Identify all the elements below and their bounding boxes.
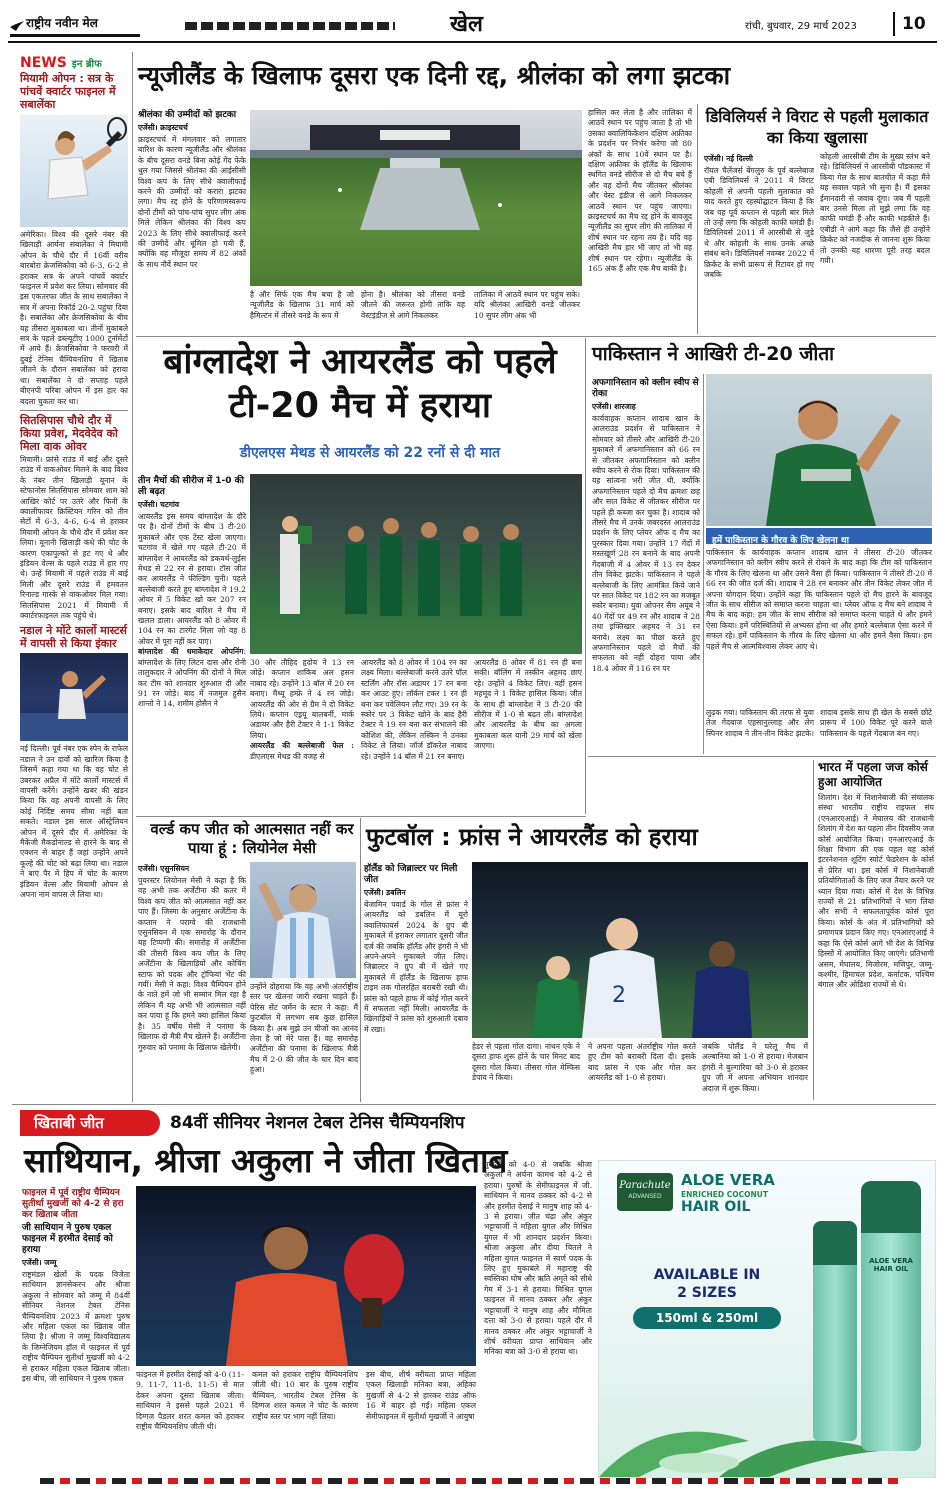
tt-headline: साथियान, श्रीजा अकुला ने जीता खिताब bbox=[24, 1141, 508, 1180]
news-brief-label bbox=[20, 52, 128, 72]
bangladesh-col2b: डीएलएस मेथड की वजह से bbox=[250, 751, 325, 761]
lead-right-rule bbox=[697, 104, 698, 334]
brief-1-body: अमेरिका। विश्व की दूसरे नंबर की खिलाड़ी आर्यना सबालेंका ने मियामी ओपन के चौथे दौर में 16वीं वरीय बारबोरा क्रेजसिकोवा को 6-3, 6-2 से हराकर सत्र के अपने पांचवें क्वार्टर फाइनल में प्रवेश कर लिया। सोमवार की इस एकतरफा जीत के साथ सबालेंका ने सत्र में अपना रिकॉर्ड 20-2 पहुंचा दिया है। सबालेंका और क्रेजसिकोवा के बीच यह तीसरा मुकाबला था। तीनों मुकाबले सत्र के पहले डब्ल्यूटीए 1000 टूर्नामेंटों में आये हैं। क्रेजसिकोवा ने फरवरी में दुबई टेनिस चैम्पियनशिप में खिताब जीतने के दौरान सबालेंका को हराया था। सबालेंका ने दो सप्ताह पहले बीएनपी परिबा ओपन में इस हार का बदला चुकता कर था। bbox=[20, 230, 128, 406]
paper-name: राष्ट्रीय नवीन मेल bbox=[26, 16, 98, 30]
tt-tag bbox=[20, 1110, 160, 1136]
pakistan-headline: पाकिस्तान ने आखिरी टी-20 जीता bbox=[592, 343, 835, 365]
bangladesh-kicker: तीन मैचों की सीरीज में 1-0 की ली बढ़त bbox=[138, 476, 244, 497]
pakistan-tail1-text: लुढ़क गया। पाकिस्तान की तरफ से युवा तेज गेंदबाज एहसानुल्लाह और लेग स्पिनर शादाब ने तीन-तीन विकेट झटके। bbox=[706, 708, 815, 738]
bangladesh-col3 bbox=[361, 658, 467, 814]
bangladesh-col2-sub bbox=[250, 741, 354, 762]
football-col1-text: बेंजामिन पवार्ड के गोल से फ्रांस ने आयरलैंड को डबलिन में यूरो क्वालिफायर्स 2024 के ग्रुप बी मुकाबले में हराकर लगातार दूसरी जीत दर्ज की जबकि हॉलैंड और हंगरी ने भी अपने-अपने मुकाबले जीत लिए। जिब्राल्टर ने ग्रुप बी में खेले गए मुकाबले में हॉलैंड के खिलाफ हाफ टाइम तक गोलरहित बराबरी रखी थी। फ्रांस को पहले हाफ में कोई गोल करने में सफलता नहीं मिली। आयरलैंड के खिलाड़ियों ने फ्रांस को शुरुआती दबाव में रखा। bbox=[364, 900, 468, 1034]
tt-col4-text: इस बीच, शीर्ष वरीयता प्राप्त महिला एकल खिलाड़ी मनिका बत्रा, अहिका मुखर्जी से 4-2 से हारकर राउंड ऑफ 16 में बाहर हो गईं। महिला एकल सेमीफाइनल में सुतीर्था मुखर्जी ने आयुषा bbox=[366, 1370, 476, 1421]
masthead-rule bbox=[8, 41, 937, 43]
brief-1-title: मियामी ओपन : सत्र के पांचवें क्वार्टर फाइनल में सबालेंका bbox=[20, 72, 116, 111]
football-byline: एजेंसी। डबलिन bbox=[364, 888, 406, 897]
pakistan-byline: एजेंसी। शारजाह bbox=[592, 402, 636, 411]
football-col4-text: जबकि पोलैंड ने घरेलू मैच में अल्बानिया को 1-0 से हराया। मेजबान हंगरी ने बुल्गारिया को 3-0 से हराकर ग्रुप जी में अपना अभियान शानदार अंदाज में शुरू किया। bbox=[702, 1042, 808, 1093]
ad-bottle-text2: HAIR OIL bbox=[873, 1265, 909, 1273]
brief-2-body: मियामी। फ्रांसे राउंड में बाई और दूसरे राउंड में वाकओवर मिलने के बाद विश्व के नंबर तीन खिलाड़ी यूनान के स्टेफानोस सितसिपास सोमवार शाम को आखिर कोर्ट पर उतरे और फिनी के क्वालीफायर क्रिस्टियन गरिन को तीन सेटों में 6-3, 4-6, 6-4 से हराकर मियामी ओपन के चौथे दौर में प्रवेश कर लिया। यूनानी खिलाड़ी कंधे की चोट के कारण एकापुल्को से हट गए थे और इंडियन वेल्स के पहले राउंड में हार गए थे। उन्हें मियामी में पहले राउंड में बाई मिली और दूसरे राउंड में हमवतन रिनाल्ड गास्के से वाकओवर मिल गया। सितसिपास 2021 में मियामी में क्वार्टरफाइनल तक पहुंचे थे। bbox=[20, 454, 128, 620]
sathiyan-photo bbox=[136, 1186, 476, 1366]
middle-rule bbox=[585, 338, 586, 814]
lead-col4 bbox=[474, 290, 580, 332]
pakistan-kicker: अफगानिस्तान को क्लीन स्वीप से रोका bbox=[592, 378, 699, 399]
bangladesh-col2-text: 30 और तौहिद हृदोय ने 13 रन जोड़े। कप्तान शाकिब अल हसन नाबाद रहे। उन्होंने 13 बॉल में 20 रन बनाए। मैथ्यू हम्फ्रे ने 4 रन जोड़े। आयरलैंड की ओर से ग्रैम ने दो विकेट लिये। कप्तान एंड्रयू बालबर्नी, मार्क अडायर और हैरी टेक्टर ने 1-1 विकेट लिया। bbox=[250, 658, 354, 740]
lead-col3 bbox=[361, 290, 465, 332]
tt-col3 bbox=[252, 1370, 358, 1476]
football-headline bbox=[366, 822, 806, 852]
course-body: शिलांग। देश में निशानेबाजी की संचालक संस्था भारतीय राष्ट्रीय राइफल संघ (एनआरएआई) ने मेघालय की राजधानी शिलांग में देश का पहला तीन दिवसीय जज कोर्स आयोजित किया। एनआरएआई के शिक्षा विभाग की एक पहल यह कोर्स इंटरनेशनल शूटिंग स्पोर्ट फेडरेशन के कोर्स से प्रेरित था। इस कोर्स में निशानेबाजी प्रतियोगिताओं के लिए जज तैयार करने पर ध्यान दिया गया। कोर्स में देश के विभिन्न राज्यों से 21 प्रतिभागियों ने भाग लिया और सभी ने सफलतापूर्वक कोर्स पूरा किया। कोर्स के अंत में प्रतिभागियों को प्रमाणपत्र प्रदान किए गए। एनआरएआई ने कहा कि ऐसे कोर्स आगे भी देश के विभिन्न हिस्सों में आयोजित किए जाएंगे। प्रतिभागी असम, मेघालय, मिजोरम, मणिपुर, जम्मू-कश्मीर, हिमाचल प्रदेश, कर्नाटक, पश्चिम बंगाल और ओडिशा राज्यों से थे। bbox=[818, 793, 934, 990]
tt-col3-text: कमल को हराकर राष्ट्रीय चैम्पियनशिप जीती थी। 10 बार के पुरुष राष्ट्रीय चैम्पियन, भारतीय टेबल टेनिस के दिग्गज शरत कमल ने चोट के कारण राष्ट्रीय स्तर पर भाग नहीं लिया। bbox=[252, 1370, 358, 1421]
football-col2 bbox=[472, 1042, 580, 1102]
footer-reg-marks bbox=[40, 1478, 900, 1484]
page-number-divider bbox=[893, 12, 895, 36]
messi-col2 bbox=[250, 982, 358, 1102]
ad-brand: Parachute bbox=[619, 1180, 671, 1191]
bangladesh-col4-text: आयरलैंड 8 ओवर में 81 रन ही बना सकी। बॉलिंग में तस्कीन अहमद छाए रहे। उन्होंने 4 विकेट लिए। वहीं हसन महमूद ने 1 विकेट हासिल किया। जीत के साथ ही बांग्लादेश ने 3 टी-20 की सीरीज में 1-0 से बढ़त ली। बांग्लादेश और आयरलैंड के बीच का अगला मुकाबला कल यानी 29 मार्च को खेला जाएगा। bbox=[474, 658, 582, 751]
tt-col1 bbox=[22, 1186, 130, 1476]
row1-rule bbox=[136, 336, 936, 337]
bangladesh-sub2: आयरलैंड की बल्लेबाजी फेल : bbox=[250, 741, 354, 751]
tt-col1-text: राष्ट्रमंडल खेलों के पदक विजेता साथियान ज्ञानसेकरन और श्रीजा अकुला ने सोमवार को जम्मू में 84वीं सीनियर नेशनल टेबल टेनिस चैम्पियनशिप 2023 में क्रमशः पुरुष और महिला एकल का खिताब जीत लिया है। श्रीजा ने जम्मू विश्वविद्यालय के जिम्नेजियम हॉल में फाइनल में पूर्व राष्ट्रीय चैम्पियन सुतीर्था मुखर्जी को 4-2 से हराकर महिला एकल खिताब जीता। इस बीच, जी साथियान ने पुरुष एकल bbox=[22, 1270, 130, 1384]
bangladesh-col2 bbox=[250, 658, 354, 814]
tt-event: 84वीं सीनियर नेशनल टेबल टेनिस चैम्पियनशिप bbox=[170, 1113, 465, 1133]
lead-byline: एजेंसी। क्राइस्टचर्च bbox=[138, 123, 188, 132]
pakistan-col1 bbox=[592, 376, 700, 673]
football-kicker: हॉलैंड को जिब्राल्टर पर मिली जीत bbox=[364, 864, 458, 885]
messi-byline: एजेंसी। एसुनसियन bbox=[138, 864, 190, 873]
tt-kicker1: फाइनल में पूर्व राष्ट्रीय चैम्पियन सुतीर्था मुखर्जी को 4-2 से हरा कर खिताब जीता bbox=[22, 1188, 124, 1220]
shadab-photo bbox=[706, 374, 932, 526]
pakistan-tail1 bbox=[706, 708, 814, 752]
messi-col1 bbox=[138, 862, 246, 1102]
reg-marks bbox=[185, 22, 395, 30]
messi-top-rule bbox=[136, 816, 586, 817]
ad-bottle-text1: ALOE VERA bbox=[869, 1257, 913, 1265]
left-column-rule bbox=[132, 52, 133, 1102]
paper-underline bbox=[10, 34, 140, 37]
pakistan-bottom-rule bbox=[588, 756, 936, 757]
svg-text:2: 2 bbox=[612, 983, 626, 1008]
tt-col2-text: फाइनल में हरमीत देसाई को 4-0 (11-9, 11-7, 11-8, 11-5) से मात देकर अपना दूसरा खिताब जीता। साथियान ने इससे पहले 2021 में दिग्गज पैडलर शरत कमल को हराकर राष्ट्रीय चैम्पियनशिप जीती थी। bbox=[136, 1370, 244, 1432]
messi-col2-text: उन्होंने दोहराया कि वह अभी अंतर्राष्ट्रीय स्तर पर खेलना जारी रखना चाहते हैं। पेरिस सेंट जर्मेन के स्टार ने कहा: मैं फुटबॉल में लगभग सब कुछ हासिल किया है। अब मुझे उन चीजों का आनंद लेना है जो मेरे पास हैं। वह समारोह अर्जेंटीना की पनामा के खिलाफ मैत्री मैच में 2-0 की जीत के चार दिन बाद हुआ। bbox=[250, 982, 358, 1075]
sabalenka-photo bbox=[20, 115, 128, 227]
rain-stadium-photo bbox=[250, 110, 582, 286]
devilliers-byline: एजेंसी। नई दिल्ली bbox=[704, 154, 753, 163]
lead-col2-text: है और सिर्फ एक मैच बचा है जो न्यूजीलैंड के खिलाफ 31 मार्च को हैमिल्टन में तीसरे वनडे के रूप में bbox=[250, 290, 354, 320]
messi-col1-text: पुयरस्टर लियोनल मेसी ने कहा है कि वह अभी तक अर्जेंटीना की कतर में विश्व कप जीत को आत्मसात नहीं कर पाए हैं। जिस्मा के अनुसार अर्जेंटीना के कप्तान ने पराग्वे की राजधानी एसुनसियन में एक समारोह के दौरान यह टिप्पणी की। समारोह में अर्जेंटीना की तीसरी विश्व कप जीत के लिए अर्जेंटीना के खिलाड़ियों और कोचिंग स्टाफ को पदक और ट्रॉफियां भेंट की गयीं। मेसी ने कहा: विश्व चैम्पियन होने के नाते हमें जो भी सम्मान मिल रहा है लेकिन मैं यह अभी भी आत्मसात नहीं कर पाया हूं कि हमने क्या हासिल किया है। 35 वर्षीय मेसी ने पनामा के खिलाफ दो मैत्री मैच खेलने हैं। अर्जेंटीना गुरुवार को पनामा के खिलाफ खेलेगी। bbox=[138, 876, 246, 1052]
tt-col5-text: मुखर्जी को 4-0 से जबकि श्रीजा अकुला ने अर्चना कामथ को 4-2 से हराया। पुरुषों के सेमीफाइनल में जी. साथियान ने मानव ठक्कर को 4-2 से और हरमीत देसाई ने मानुष शाह को 4-3 से हराया। जीत चंद्रा और अंकुर भट्टाचार्जी ने महिला युगल और मिश्रित युगल में भी शानदार प्रदर्शन किया। श्रीजा अकुला और दीया चितले ने महिला युगल फाइनल में स्वर्ण पदक के लिए हुए मुकाबले में महाराष्ट्र की स्वस्तिका घोष और ऋति अमृते को सीधे गेम में 3-1 से हराया। मिश्रित युगल फाइनल में मानव ठक्कर और अंकुर भट्टाचार्जी ने मानुष शाह और मौमिता दत्ता को 3-0 से हराया। पहले दौर में मानव ठक्कर और अंकुर भट्टाचार्जी ने शीर्ष वरीयता प्राप्त साथियान और मनिका बत्रा को 3-0 से हराया था। bbox=[484, 1160, 592, 1357]
bangladesh-deck: डीएलएस मेथड से आयरलैंड को 22 रनों से दी मात bbox=[239, 445, 501, 461]
tt-col4 bbox=[366, 1370, 476, 1476]
pakistan-body2 bbox=[706, 548, 932, 704]
bird-logo-icon bbox=[10, 16, 24, 26]
course-column bbox=[818, 760, 934, 1100]
devilliers-headline: डिविलियर्स ने विराट से पहली मुलाकात का किया खुलासा bbox=[705, 107, 929, 147]
tt-tag-text: खिताबी जीत bbox=[34, 1114, 104, 1132]
devilliers-col1 bbox=[704, 152, 814, 334]
football-col3-text: ने अपना पहला अंतर्राष्ट्रीय गोल करते हुए टीम को बराबरी दिला दी। इसके बाद फ्रांस ने एक और गोल कर आयरलैंड को 1-0 से हराया। bbox=[588, 1042, 696, 1083]
lead-intro-column bbox=[138, 108, 246, 330]
lead-col4-text: तालिका में आठवें स्थान पर पहुंच सके। यदि श्रीलंका आखिरी वनडे जीतकर 10 सुपर लीग अंक भी bbox=[474, 290, 580, 320]
pakistan-tail2 bbox=[820, 708, 932, 752]
tt-byline: एजेंसी। जम्मू bbox=[22, 1258, 57, 1267]
pakistan-tail2-text: शादाब इसके साथ ही खेल के सबसे छोटे प्रारूप में 100 विकेट पूरे करने वाले पाकिस्तान के पहले गेंदबाज बन गए। bbox=[820, 708, 932, 738]
ad-avail-line1: AVAILABLE IN bbox=[653, 1267, 761, 1283]
ad-bottle-small bbox=[813, 1221, 857, 1441]
football-headline-text: फुटबॉल : फ्रांस ने आयरलैंड को हराया bbox=[366, 823, 698, 851]
parachute-ad bbox=[598, 1160, 936, 1478]
bangladesh-headline: बांग्लादेश ने आयरलैंड को पहले टी-20 मैच में हराया bbox=[163, 342, 557, 426]
lead-col2 bbox=[250, 290, 354, 332]
bangladesh-celebration-photo bbox=[250, 474, 582, 654]
tt-kicker2: जी साथियान ने पुरुष एकल फाइनल में हरमीत देसाई को हराया bbox=[22, 1223, 113, 1255]
row3-rule bbox=[12, 1104, 936, 1105]
bangladesh-col1b: : बांग्लादेश के लिए लिटन दास और रोनी तालुकदार ने ओपनिंग की दोनों ने मिल कर टीम को शानदार शुरुआत दी और 91 रन जोड़े। बाद में नजमुल हुसैन शान्तो ने 14, शमीम होसैन ने bbox=[138, 647, 246, 709]
bangladesh-col1-sub bbox=[138, 647, 246, 709]
pakistan-banner bbox=[706, 528, 932, 544]
ad-bottle-small-cap bbox=[813, 1221, 857, 1265]
bangladesh-col1-text: आयरलैंड इस समय बांग्लादेश के दौरे पर है। दोनों टीमों के बीच 3 टी-20 मुकाबले और एक टेस्ट खेला जाएगा। चटगांव में खेले गए पहले टी-20 में बांग्लादेश ने आयरलैंड को डकवर्थ-लुईस मेथड से 22 रन से हराया। टॉस जीत कर आयरलैंड ने फील्डिंग चुनी। पहले बल्लेबाजी करते हुए बांग्लादेश ने 19.2 ओवर में 5 विकेट खो कर 207 रन बनाए। इसके बाद बारिश ने मैच में खलल डाला। आयरलैंड को 8 ओवर में 104 रन का टारगेट मिला जो वह 8 ओवर में पूरा नहीं कर पाए। bbox=[138, 512, 246, 646]
lead-kicker: श्रीलंका की उम्मीदों को झटका bbox=[138, 110, 237, 120]
ad-sizes-pill bbox=[633, 1307, 781, 1329]
pakistan-col1-text: कार्यवाहक कप्तान शादाब खान के आलराउंड प्रदर्शन से पाकिस्तान ने सोमवार को तीसरे और आखिरी टी-20 मुकाबले में अफगानिस्तान को 66 रन से जीतकर अफगानिस्तान को क्लीन स्वीप करने से रोक दिया। पाकिस्तान की यह सांत्वना भरी जीत थी, क्योंकि अफगानिस्तान पहले दो मैच क्रमशः छह और सात विकेट से जीतकर सीरीज पर पहले ही कब्जा कर चुका है। शादाब को तीसरे मैच में उनके जबरदस्त आलराउंड प्रदर्शन के लिए प्लेयर ऑफ द मैच का पुरस्कार दिया गया। उन्होंने 17 गेंदों में मस्तखूर्ण 28 रन बनाने के बाद अपनी गेंदबाजी में 4 ओवर में 13 रन देकर तीन विकेट झटके। पाकिस्तान ने पहले बल्लेबाजी के लिए आमंत्रित किये जाने पर सात विकेट पर 182 रन का मजबूत स्कोर बनाया। युवा ओपनर सैम अयूब ने 40 गेंदों पर 49 रन और शादाब ने 28 तथा इफ्तिखार अहमद ने 31 रन बनाये। लक्ष्य का पीछा करते हुए अफगानिस्तान पहले दो मैचों की सफलता को नहीं दोहरा पाया और 18.4 ओवर में 116 रन पर bbox=[592, 414, 700, 673]
devilliers-col1-text: रॉयल चैलेंजर्स बेंगलुरु के पूर्व बल्लेबाज एबी डिविलियर्स ने 2011 में विराट कोहली से अपनी पहली मुलाकात को याद करते हुए रहस्योद्घाटन किया है कि जब वह पूर्व कप्तान से पहली बार मिले तो उन्हें लगा कि कोहली काफी घमंडी हैं। डिविलियर्स 2011 में आरसीबी से जुड़े थे और कोहली के साथ उनके अच्छे संबंध बने। डिविलियर्स नवम्बर 2022 में क्रिकेट के सभी प्रारूप से रिटायर हो गए जबकि bbox=[704, 166, 814, 280]
bangladesh-col4 bbox=[474, 658, 582, 814]
bangladesh-col3-text: आयरलैंड को 8 ओवर में 104 रन का लक्ष्य मिला। बल्लेबाजी करने उतरे पॉल स्टर्लिंग और रॉस अडायर 17 रन बना कर आउट हुए। लॉर्कन टकर 1 रन ही बना कर पवेलियन लौट गए। 39 रन के स्कोर पर 3 विकेट खोने के बाद हैरी टेक्टर ने 19 रन बना कर संभालने की कोशिश की, लेकिन तस्किन ने उनका विकेट ले लिया। जॉर्ज डॉकरेल नाबाद रहे। उन्होंने 14 बॉल में 21 रन बनाए। bbox=[361, 658, 467, 761]
messi-headline: वर्ल्ड कप जीत को आत्मसात नहीं कर पाया हूं : लियोनेल मेसी bbox=[150, 820, 354, 857]
lead-col5-text: हासिल कर लेता है और तालिका में आठवें स्थान पर पहुंच जाता है तो भी उसका क्वालिफिकेशन दक्षिण अफ्रीका के प्रदर्शन पर निर्भर करेगा जो 80 अंकों के साथ 10वें स्थान पर है। दक्षिण अफ्रीका के हॉलैंड के खिलाफ स्थगित वनडे सीरीज से दो मैच बचे हैं और वह दोनों मैच जीतकर श्रीलंका और वेस्ट इंडीज से आगे निकलकर आठवें स्थान पर पहुंच जाएगा। क्राइस्टचर्च का मैच रद्द होने के बावजूद न्यूजीलैंड का सुपर लीग की तालिका में शीर्ष स्थान पर रहना तय है। यदि वह आखिरी मैच हार भी जाए तो भी वह शीर्ष स्थान पर रहेगा। न्यूजीलैंड के 165 अंक हैं और एक मैच बाकी है। bbox=[588, 108, 692, 274]
pakistan-inner-rule bbox=[703, 374, 704, 754]
pakistan-body2-text: पाकिस्तान के कार्यवाहक कप्तान शादाब खान ने तीसरा टी-20 जीतकर अफगानिस्तान को क्लीन स्वीप करने से रोकने के बाद कहा कि टीम को पाकिस्तान के गौरव के लिए खेलना था और उसने वैसा ही किया। पाकिस्तान ने तीसरे टी-20 में 66 रन की जीत दर्ज की। शादाब ने 28 रन बनाकर और तीन विकेट लेकर जीत में अपना योगदान दिया। उन्होंने कहा कि पाकिस्तान पहले दो मैच हारने के बावजूद जीत के साथ सीरीज को समाप्त करना चाहता था। प्लेयर ऑफ द मैच बने शादाब ने मैच के बाद कहा: हम जीत के साथ सीरीज को समाप्त करना चाहते थे और हमने ऐसा किया। हमें परिस्थितियों से अभ्यस्त होना था और हमारे बल्लेबाज ऐसा करने में सफल रहे। हमें पाकिस्तान के गौरव के लिए खेलना था और हमने वैसा किया। हम पहले मैच से आत्मविश्वास लेकर आए थे। bbox=[706, 548, 932, 651]
football-col2-text: हेडर से पहला गोल दागा। नाथन एके ने दूसरा हाफ शुरू होने के चार मिनट बाद दूसरा गोल किया। तीसरा गोल मेम्फिस डेपाय ने किया। bbox=[472, 1042, 580, 1083]
ad-sizes: 150ml & 250ml bbox=[655, 1311, 759, 1325]
nadal-photo bbox=[20, 653, 128, 741]
ad-product-line1: ALOE VERA bbox=[681, 1171, 775, 1189]
football-col1 bbox=[364, 862, 468, 1102]
devilliers-col2 bbox=[820, 152, 930, 334]
bangladesh-byline: एजेंसी। चटगांव bbox=[138, 500, 180, 509]
in-brief-label: इन ब्रीफ bbox=[71, 59, 102, 70]
football-col4 bbox=[702, 1042, 808, 1102]
lead-col1: क्राइस्टचर्च में मंगलवार को लगातार बारिश के कारण न्यूजीलैंड और श्रीलंका के बीच दूसरा वनडे बिना कोई गेंद फेंके धुल गया जिससे श्रीलंका की आईसीसी विश्व कप के लिए सीधे क्वालीफाई करने की उम्मीदों को करारा झटका लगा। मैच रद्द होने के परिणामस्वरूप दोनों टीमों को पांच-पांच सुपर लीग अंक मिले लेकिन श्रीलंका की विश्व कप 2023 के लिए सीधे क्वालीफाई करने की उम्मीदें और धूमिल हो गयी हैं, क्योंकि वह मौजूदा समय में 82 अंकों के साथ नौवें स्थान पर bbox=[138, 135, 246, 269]
pakistan-banner-text: हमें पाकिस्तान के गौरव के लिए खेलना था bbox=[712, 536, 849, 546]
messi-rule bbox=[360, 818, 361, 1102]
ad-product-line2: ENRICHED COCONUT bbox=[681, 1190, 768, 1199]
course-headline: भारत में पहला जज कोर्स हुआ आयोजित bbox=[818, 760, 928, 789]
brief-3-body: नई दिल्ली। पूर्व नंबर एक स्पेन के राफेल नडाल ने उन दावों को खारिज किया है जिसमें कहा गया था कि वह चोट से उबरकर अप्रैल में मोंटे कार्लो मास्टर्स में वापसी करेंगे। उन्होंने खबर की खंडन किया कि वह अपनी वापसी के लिए कोई निर्दिष्ट समय सीमा नहीं बता सकते। नडाल इस साल ऑस्ट्रेलियन ओपन में दूसरे दौर में अमेरिका के मैकेंजी मैकडोनाल्ड से हारने के बाद से एक्शन से बाहर हैं जहां उन्होंने अपने कूल्हे की चोट को बढ़ा लिया था। नडाल ने बाएं पैर में हिप में चोट के कारण इंडियन वेल्स और मियामी ओपन से अपना नाम वापस ले लिया था। bbox=[20, 744, 128, 900]
devilliers-col2-text: कोहली आरसीबी टीम के मुख्य स्तंभ बने रहे। डिविलियर्स ने आरसीबी पॉडकास्ट में किया गेल के साथ बातचीत में कहा मैंने यह सवाल पहले भी सुना है। मैं इसका ईमानदारी से जवाब दूंगा। जब मैं पहली बार उनसे मिला तो मुझे लगा कि वह काफी घमंडी हैं और काफी भड़कीले हैं। एबीडी ने आगे कहा कि जैसे ही उन्होंने क्रिकेट को नजदीक से जानना शुरू किया तो उनकी यह धारणा पूरी तरह बदल गयी। bbox=[820, 152, 930, 266]
brief-3-title: नडाल ने मोंटे कार्लो मास्टर्स में वापसी से किया इंकार bbox=[20, 624, 127, 651]
messi-photo bbox=[250, 862, 356, 978]
lead-headline: न्यूजीलैंड के खिलाफ दूसरा एक दिनी रद्द, श्रीलंका को लगा झटका bbox=[138, 61, 731, 90]
tt-col2 bbox=[136, 1370, 244, 1476]
bangladesh-sub1: बांग्लादेश की धमाकेदार ओपनिंग bbox=[138, 647, 244, 657]
ad-product-line3: HAIR OIL bbox=[681, 1199, 751, 1215]
ad-bottle-large bbox=[861, 1181, 921, 1451]
ad-avail-line2: 2 SIZES bbox=[677, 1285, 737, 1301]
section-title: खेल bbox=[450, 12, 483, 37]
page-number: 10 bbox=[902, 14, 926, 34]
lead-col3-text: होना है। श्रीलंका को तीसरा वनडे जीतने की जरूरत होगी ताकि वह वेस्टइंडीज से आगे निकलकर bbox=[361, 290, 465, 320]
bangladesh-col1 bbox=[138, 474, 246, 814]
course-rule bbox=[813, 760, 814, 1100]
ad-bottle-large-cap bbox=[861, 1181, 921, 1233]
news-in-brief-column bbox=[20, 52, 128, 1102]
news-label: NEWS bbox=[20, 55, 67, 71]
lead-col5 bbox=[588, 108, 692, 332]
brief-divider bbox=[20, 410, 128, 411]
ad-brand-sub: ADVANSED bbox=[628, 1193, 662, 1200]
ad-brand-badge bbox=[617, 1173, 673, 1211]
france-ireland-photo bbox=[472, 862, 808, 1038]
masthead bbox=[0, 0, 945, 44]
brief-2-title: सितसिपास चौथे दौर में किया प्रवेश, मेदवेदेव को मिला वाक ओवर bbox=[20, 413, 118, 453]
dateline: रांची, बुधवार, 29 मार्च 2023 bbox=[745, 21, 857, 32]
football-col3 bbox=[588, 1042, 696, 1102]
tt-col5 bbox=[484, 1160, 592, 1476]
